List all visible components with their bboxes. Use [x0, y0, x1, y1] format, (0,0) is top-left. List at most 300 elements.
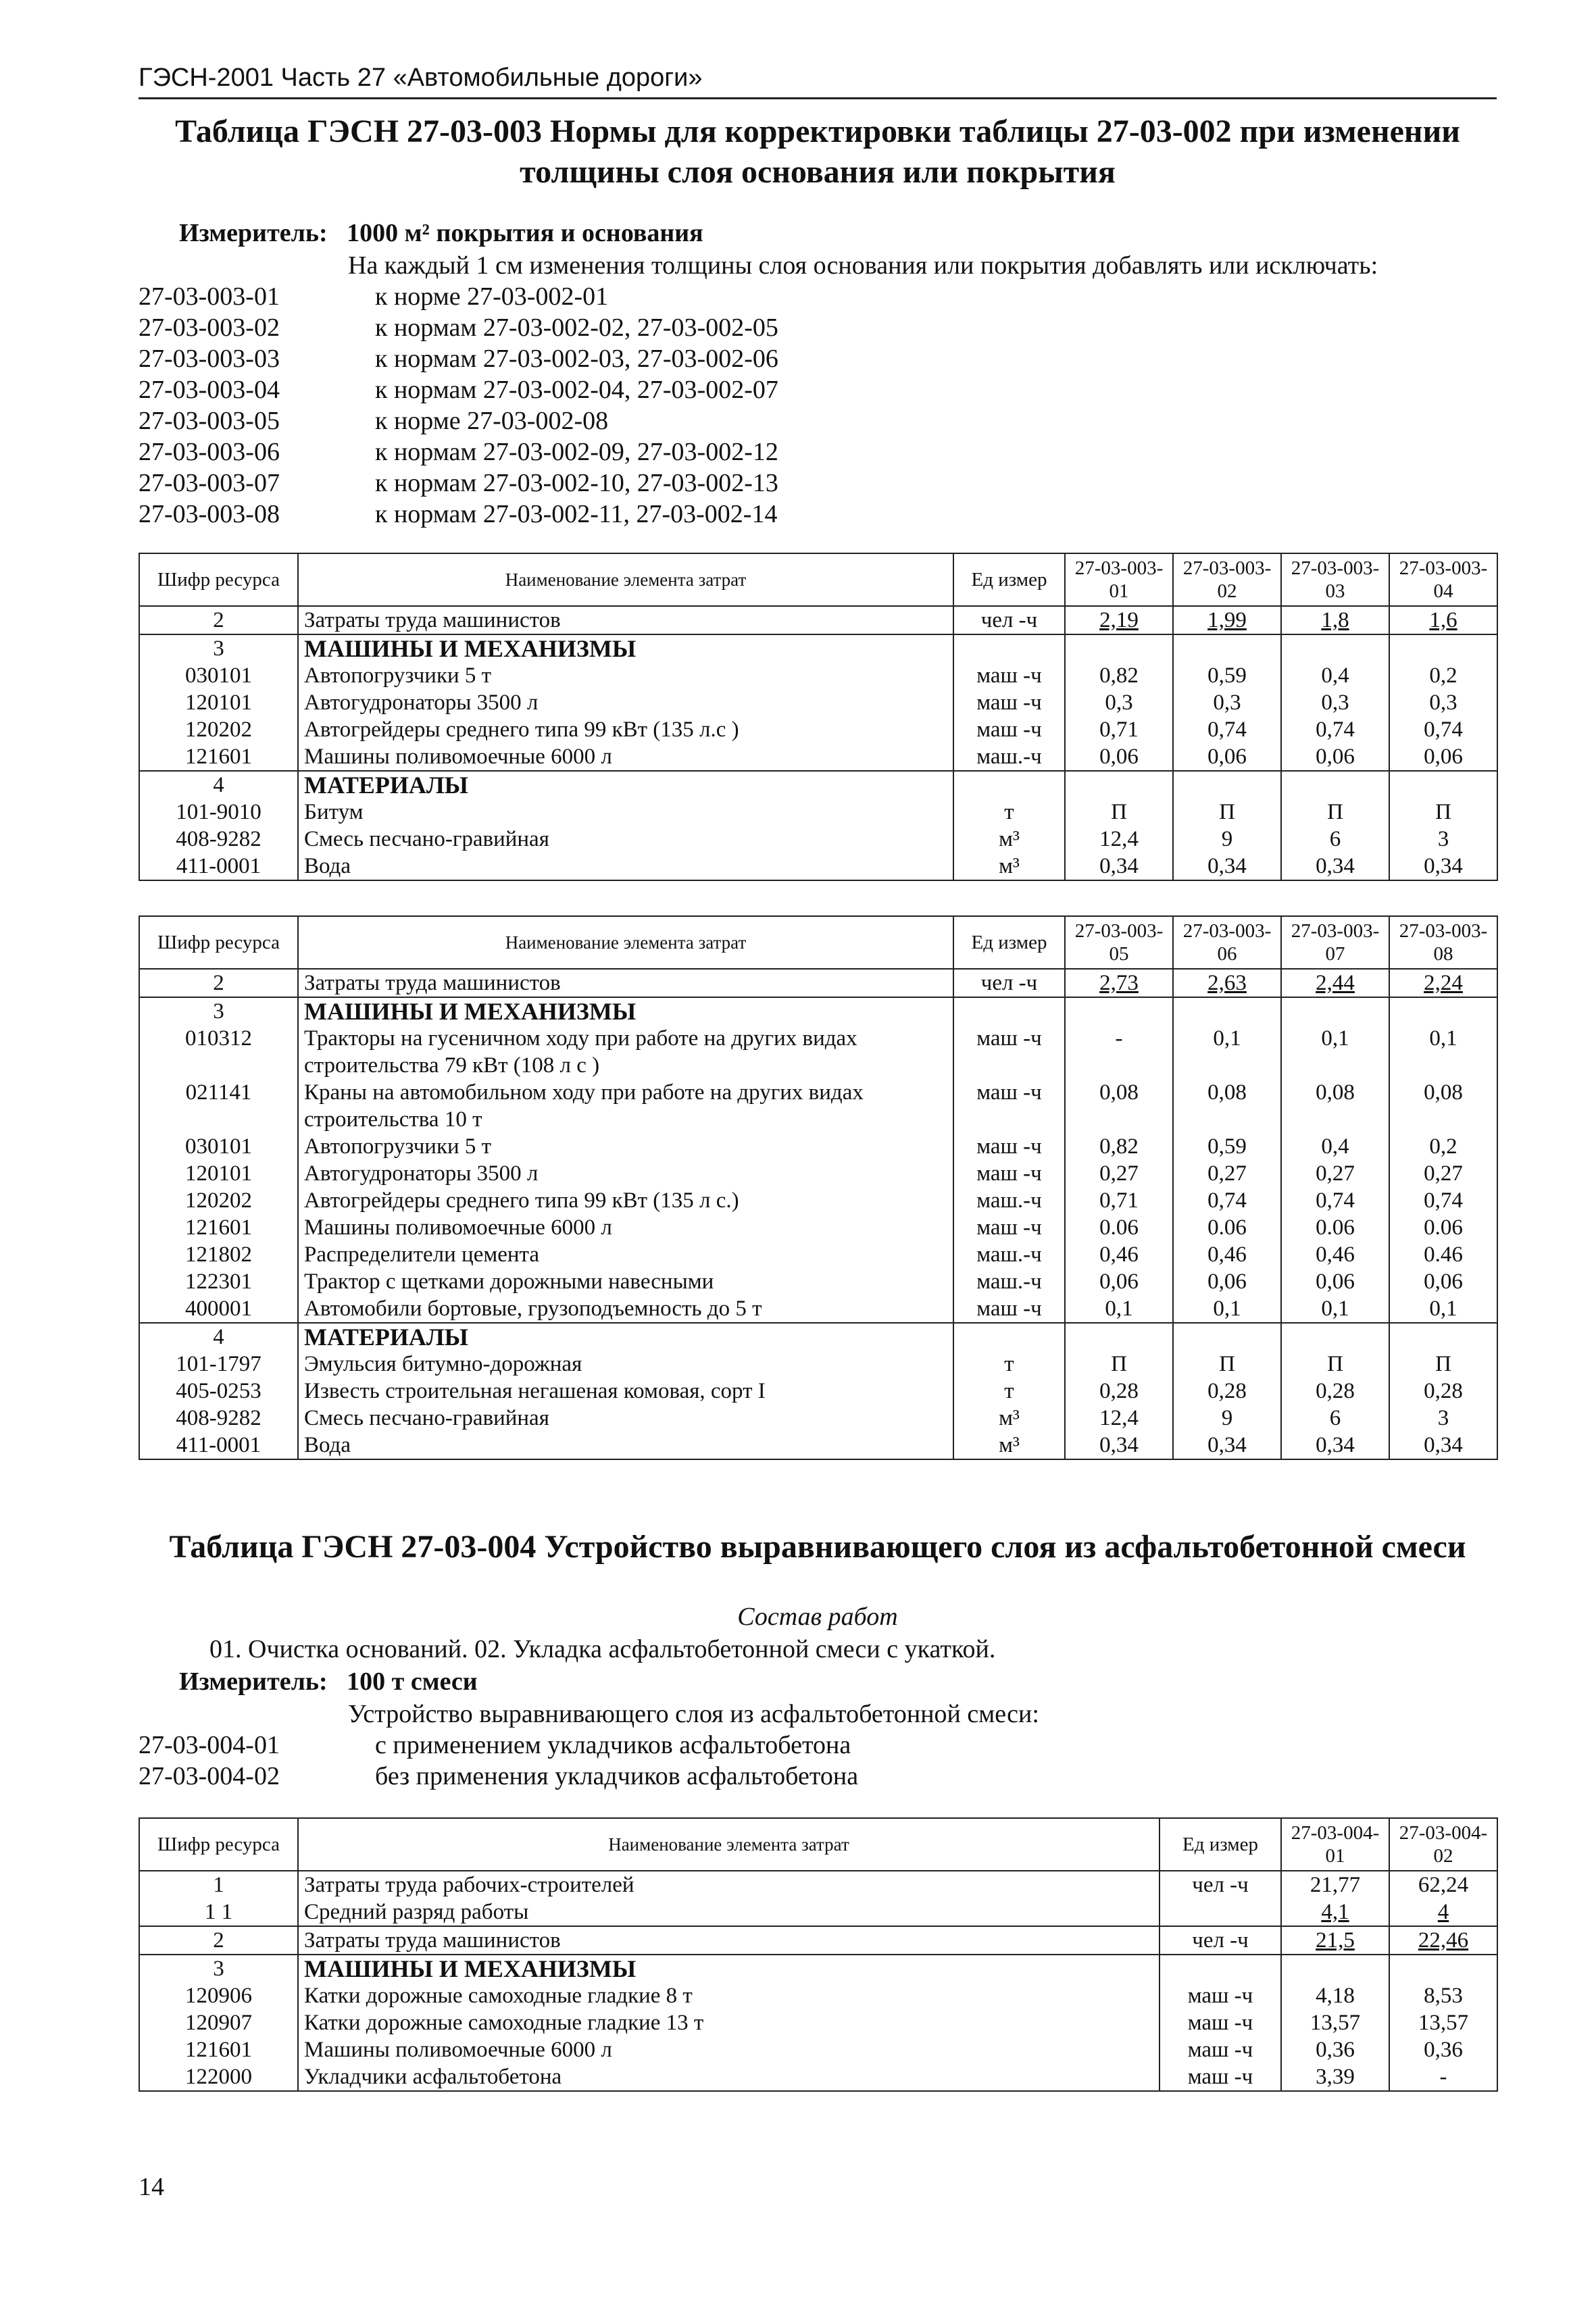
norm-value: 0,28 — [1281, 1378, 1389, 1405]
norm-value — [1065, 634, 1173, 662]
norm-value: 0,28 — [1173, 1378, 1281, 1405]
resource-code: 120906 — [139, 1982, 298, 2009]
resource-code: 121601 — [139, 1214, 298, 1241]
norm-value: 0,71 — [1065, 1187, 1173, 1214]
table-004-meter — [179, 1666, 478, 1697]
norm-value: 13,57 — [1389, 2009, 1497, 2036]
unit-of-measure: маш -ч — [953, 1133, 1065, 1160]
norm-value — [1389, 1955, 1497, 1982]
norm-value: 0,1 — [1389, 1295, 1497, 1323]
norm-value — [1281, 1955, 1389, 1982]
norm-value: 0,06 — [1173, 1268, 1281, 1295]
resource-code: 4 — [139, 1323, 298, 1351]
resource-code: 120202 — [139, 716, 298, 743]
norm-value: 21,5 — [1281, 1926, 1389, 1955]
unit-of-measure: т — [953, 1351, 1065, 1378]
column-header: Ед измер — [953, 553, 1065, 606]
meter-value: 100 т смеси — [347, 1667, 478, 1696]
norm-value: 0,74 — [1281, 716, 1389, 743]
norm-value: 0,74 — [1281, 1187, 1389, 1214]
table-row — [139, 1898, 1497, 1926]
norm-value: 1,6 — [1389, 606, 1497, 634]
works-list: 01. Очистка оснований. 02. Укладка асфальтобетонной смеси с укаткой. — [209, 1635, 996, 1663]
norm-value: 0,2 — [1389, 662, 1497, 689]
norm-value: 0,34 — [1281, 1432, 1389, 1459]
unit-of-measure — [1159, 1898, 1281, 1926]
table-row — [139, 853, 1497, 880]
cost-element-name: Автогудронаторы 3500 л — [298, 1160, 953, 1187]
unit-of-measure — [1159, 1955, 1281, 1982]
norm-value — [1173, 997, 1281, 1025]
norm-value: 3 — [1389, 826, 1497, 853]
norm-value — [1281, 634, 1389, 662]
unit-of-measure: маш.-ч — [953, 1268, 1065, 1295]
column-header: 27-03-003-03 — [1281, 553, 1389, 606]
code-item — [139, 281, 1497, 312]
code-item-text: к норме 27-03-002-08 — [375, 407, 609, 435]
unit-of-measure: маш.-ч — [953, 1187, 1065, 1214]
norm-value: 0,34 — [1173, 1432, 1281, 1459]
norm-value: 0,1 — [1389, 1025, 1497, 1079]
column-header: 27-03-003-07 — [1281, 916, 1389, 969]
code-item-text: к нормам 27-03-002-10, 27-03-002-13 — [375, 469, 778, 497]
norm-value — [1281, 1323, 1389, 1351]
table-row — [139, 2063, 1497, 2091]
code-item-code: 27-03-003-04 — [139, 376, 280, 404]
unit-of-measure: чел -ч — [953, 606, 1065, 634]
cost-element-name: Битум — [298, 799, 953, 826]
norm-value: - — [1065, 1025, 1173, 1079]
norm-value: 0,08 — [1389, 1079, 1497, 1133]
table-row — [139, 1160, 1497, 1187]
norm-value — [1389, 634, 1497, 662]
norm-value: 0.06 — [1389, 1214, 1497, 1241]
unit-of-measure: маш -ч — [953, 1214, 1065, 1241]
norm-value: 0,34 — [1281, 853, 1389, 880]
cost-element-name: Автогрейдеры среднего типа 99 кВт (135 л.с ) — [298, 716, 953, 743]
norm-value — [1065, 997, 1173, 1025]
norm-value: 0,1 — [1173, 1295, 1281, 1323]
resource-code: 411-0001 — [139, 1432, 298, 1459]
code-item-code: 27-03-003-08 — [139, 500, 280, 528]
norm-value: 4,18 — [1281, 1982, 1389, 2009]
code-item-code: 27-03-004-02 — [139, 1762, 280, 1790]
norm-value: 1,99 — [1173, 606, 1281, 634]
norm-value: 0.06 — [1065, 1214, 1173, 1241]
norm-value: 0,59 — [1173, 662, 1281, 689]
norm-value — [1065, 771, 1173, 799]
column-header: Ед измер — [1159, 1818, 1281, 1871]
unit-of-measure: м³ — [953, 1405, 1065, 1432]
resource-code: 3 — [139, 1955, 298, 1982]
column-header: 27-03-004-01 — [1281, 1818, 1389, 1871]
norm-value: 2,73 — [1065, 969, 1173, 997]
cost-element-name: Машины поливомоечные 6000 л — [298, 743, 953, 771]
code-item-code: 27-03-003-03 — [139, 345, 280, 373]
norm-value: 0,59 — [1173, 1133, 1281, 1160]
norm-value: 0,74 — [1173, 1187, 1281, 1214]
code-item-text: к нормам 27-03-002-11, 27-03-002-14 — [375, 500, 778, 528]
norm-value: 0,3 — [1389, 689, 1497, 716]
unit-of-measure: маш -ч — [953, 1295, 1065, 1323]
unit-of-measure: маш -ч — [953, 1079, 1065, 1133]
norm-value: 0,34 — [1389, 1432, 1497, 1459]
norm-value: 0,06 — [1281, 743, 1389, 771]
norm-table-2 — [139, 915, 1498, 1460]
norm-value: 22,46 — [1389, 1926, 1497, 1955]
norm-value: 0,46 — [1281, 1241, 1389, 1268]
code-item — [139, 374, 1497, 405]
code-item — [139, 499, 1497, 530]
unit-of-measure: маш -ч — [953, 716, 1065, 743]
table-row — [139, 1295, 1497, 1323]
column-header: Шифр ресурса — [139, 1818, 298, 1871]
table-row — [139, 1079, 1497, 1133]
resource-code: 021141 — [139, 1079, 298, 1133]
cost-element-name: Машины поливомоечные 6000 л — [298, 2036, 1159, 2063]
table-003-title-line1: Таблица ГЭСН 27-03-003 Нормы для корректировки таблицы 27-03-002 при изменении — [175, 114, 1460, 149]
norm-value: 3,39 — [1281, 2063, 1389, 2091]
cost-element-name: Средний разряд работы — [298, 1898, 1159, 1926]
norm-table-3 — [139, 1817, 1498, 2092]
norm-value: 0,06 — [1389, 743, 1497, 771]
cost-element-name: Автопогрузчики 5 т — [298, 1133, 953, 1160]
code-item-code: 27-03-004-01 — [139, 1731, 280, 1759]
cost-element-name: Автопогрузчики 5 т — [298, 662, 953, 689]
resource-code: 121601 — [139, 743, 298, 771]
norm-value: П — [1389, 799, 1497, 826]
norm-value: 2,24 — [1389, 969, 1497, 997]
resource-code: 3 — [139, 997, 298, 1025]
table-row — [139, 1187, 1497, 1214]
norm-value: 0,71 — [1065, 716, 1173, 743]
norm-value: 0,06 — [1389, 1268, 1497, 1295]
column-header: Наименование элемента затрат — [298, 916, 953, 969]
resource-code: 2 — [139, 606, 298, 634]
table-row — [139, 743, 1497, 771]
norm-value: 0,46 — [1065, 1241, 1173, 1268]
unit-of-measure: м³ — [953, 853, 1065, 880]
norm-value: 0,06 — [1065, 1268, 1173, 1295]
cost-element-name: МАШИНЫ И МЕХАНИЗМЫ — [298, 1955, 1159, 1982]
table-row — [139, 1323, 1497, 1351]
cost-element-name: Катки дорожные самоходные гладкие 13 т — [298, 2009, 1159, 2036]
table-row — [139, 634, 1497, 662]
unit-of-measure: чел -ч — [953, 969, 1065, 997]
norm-value: 21,77 — [1281, 1871, 1389, 1898]
cost-element-name: Автогудронаторы 3500 л — [298, 689, 953, 716]
resource-code: 3 — [139, 634, 298, 662]
cost-element-name: Вода — [298, 1432, 953, 1459]
unit-of-measure: маш.-ч — [953, 1241, 1065, 1268]
table-row — [139, 1025, 1497, 1079]
norm-value: 0,3 — [1065, 689, 1173, 716]
table-row — [139, 1955, 1497, 1982]
table-row — [139, 771, 1497, 799]
cost-element-name: Смесь песчано-гравийная — [298, 1405, 953, 1432]
resource-code: 2 — [139, 1926, 298, 1955]
cost-element-name: Затраты труда машинистов — [298, 969, 953, 997]
norm-value: П — [1173, 799, 1281, 826]
table-row — [139, 716, 1497, 743]
norm-value: 8,53 — [1389, 1982, 1497, 2009]
norm-value: 0,06 — [1173, 743, 1281, 771]
norm-value: 0,1 — [1281, 1025, 1389, 1079]
resource-code: 010312 — [139, 1025, 298, 1079]
norm-value: 0.06 — [1281, 1214, 1389, 1241]
norm-value: 0,82 — [1065, 662, 1173, 689]
works-heading: Состав работ — [737, 1603, 898, 1631]
table-row — [139, 1133, 1497, 1160]
norm-value: 4 — [1389, 1898, 1497, 1926]
norm-value: 0,08 — [1173, 1079, 1281, 1133]
resource-code: 1 1 — [139, 1898, 298, 1926]
unit-of-measure: маш -ч — [953, 689, 1065, 716]
norm-value: 12,4 — [1065, 826, 1173, 853]
unit-of-measure: маш -ч — [953, 662, 1065, 689]
norm-value: 1,8 — [1281, 606, 1389, 634]
norm-value: 0,4 — [1281, 1133, 1389, 1160]
norm-value: 0,3 — [1173, 689, 1281, 716]
norm-value: 0,3 — [1281, 689, 1389, 716]
norm-value: 6 — [1281, 826, 1389, 853]
cost-element-name: Вода — [298, 853, 953, 880]
norm-value: 0,82 — [1065, 1133, 1173, 1160]
table-003-code-list — [139, 250, 1497, 530]
norm-value: 0.06 — [1173, 1214, 1281, 1241]
column-header: Ед измер — [953, 916, 1065, 969]
column-header: 27-03-003-08 — [1389, 916, 1497, 969]
column-header: Наименование элемента затрат — [298, 1818, 1159, 1871]
cost-element-name: Известь строительная негашеная комовая, сорт I — [298, 1378, 953, 1405]
column-header: 27-03-003-02 — [1173, 553, 1281, 606]
code-list-intro: Устройство выравнивающего слоя из асфальтобетонной смеси: — [348, 1700, 1039, 1728]
resource-code: 101-9010 — [139, 799, 298, 826]
column-header: Шифр ресурса — [139, 553, 298, 606]
table-row — [139, 662, 1497, 689]
meter-label: Измеритель: — [179, 1667, 328, 1696]
code-item-text: к нормам 27-03-002-03, 27-03-002-06 — [375, 345, 778, 373]
code-item-code: 27-03-003-05 — [139, 407, 280, 435]
norm-value: 2,63 — [1173, 969, 1281, 997]
code-item-text: без применения укладчиков асфальтобетона — [375, 1762, 859, 1790]
norm-value: П — [1065, 1351, 1173, 1378]
norm-value: 0,36 — [1281, 2036, 1389, 2063]
norm-value: 0,34 — [1065, 853, 1173, 880]
norm-value: 6 — [1281, 1405, 1389, 1432]
norm-value: 2,19 — [1065, 606, 1173, 634]
unit-of-measure — [953, 997, 1065, 1025]
code-item-code: 27-03-003-02 — [139, 313, 280, 342]
cost-element-name: Машины поливомоечные 6000 л — [298, 1214, 953, 1241]
unit-of-measure: маш.-ч — [953, 743, 1065, 771]
norm-value: 0,74 — [1389, 716, 1497, 743]
cost-element-name: Тракторы на гусеничном ходу при работе на других видах строительства 79 кВт (108 л с ) — [298, 1025, 953, 1079]
column-header: Наименование элемента затрат — [298, 553, 953, 606]
code-list-intro: На каждый 1 см изменения толщины слоя основания или покрытия добавлять или исключать: — [348, 251, 1378, 280]
code-item-code: 27-03-003-01 — [139, 282, 280, 311]
resource-code: 411-0001 — [139, 853, 298, 880]
cost-element-name: МАШИНЫ И МЕХАНИЗМЫ — [298, 634, 953, 662]
norm-value: 0,1 — [1065, 1295, 1173, 1323]
unit-of-measure: маш -ч — [953, 1025, 1065, 1079]
norm-value: 9 — [1173, 826, 1281, 853]
resource-code: 400001 — [139, 1295, 298, 1323]
table-row — [139, 997, 1497, 1025]
running-header: ГЭСН-2001 Часть 27 «Автомобильные дороги» — [139, 62, 1497, 99]
column-header: Шифр ресурса — [139, 916, 298, 969]
norm-value: 12,4 — [1065, 1405, 1173, 1432]
norm-value: 4,1 — [1281, 1898, 1389, 1926]
table-row — [139, 799, 1497, 826]
resource-code: 408-9282 — [139, 1405, 298, 1432]
table-row — [139, 1351, 1497, 1378]
resource-code: 120907 — [139, 2009, 298, 2036]
unit-of-measure — [953, 634, 1065, 662]
norm-value: 0,46 — [1173, 1241, 1281, 1268]
resource-code: 030101 — [139, 662, 298, 689]
code-item-text: к норме 27-03-002-01 — [375, 282, 609, 311]
column-header: 27-03-003-06 — [1173, 916, 1281, 969]
table-row — [139, 1214, 1497, 1241]
norm-value — [1389, 771, 1497, 799]
resource-code: 121802 — [139, 1241, 298, 1268]
norm-value: 9 — [1173, 1405, 1281, 1432]
cost-element-name: МАТЕРИАЛЫ — [298, 771, 953, 799]
column-header: 27-03-003-04 — [1389, 553, 1497, 606]
resource-code: 122301 — [139, 1268, 298, 1295]
norm-value: 0,06 — [1281, 1268, 1389, 1295]
norm-value: 0,34 — [1389, 853, 1497, 880]
table-row — [139, 826, 1497, 853]
code-item — [139, 343, 1497, 374]
norm-value: 0.46 — [1389, 1241, 1497, 1268]
table-004-code-list — [139, 1699, 1497, 1792]
code-item-text: к нормам 27-03-002-04, 27-03-002-07 — [375, 376, 778, 404]
unit-of-measure: маш -ч — [1159, 2063, 1281, 2091]
cost-element-name: Катки дорожные самоходные гладкие 8 т — [298, 1982, 1159, 2009]
unit-of-measure — [953, 1323, 1065, 1351]
norm-value: П — [1173, 1351, 1281, 1378]
cost-element-name: Затраты труда рабочих-строителей — [298, 1871, 1159, 1898]
resource-code: 101-1797 — [139, 1351, 298, 1378]
norm-value — [1389, 997, 1497, 1025]
norm-value: 0,74 — [1389, 1187, 1497, 1214]
code-item — [139, 1761, 1497, 1792]
norm-value: 0,36 — [1389, 2036, 1497, 2063]
code-item — [139, 468, 1497, 499]
table-003-meter — [179, 218, 703, 249]
resource-code: 2 — [139, 969, 298, 997]
norm-value: 62,24 — [1389, 1871, 1497, 1898]
norm-value: П — [1389, 1351, 1497, 1378]
table-row — [139, 689, 1497, 716]
cost-element-name: Распределители цемента — [298, 1241, 953, 1268]
norm-value: 3 — [1389, 1405, 1497, 1432]
norm-value — [1389, 1323, 1497, 1351]
unit-of-measure: чел -ч — [1159, 1926, 1281, 1955]
unit-of-measure: маш -ч — [953, 1160, 1065, 1187]
resource-code: 120101 — [139, 1160, 298, 1187]
norm-value: 0,27 — [1281, 1160, 1389, 1187]
table-row — [139, 1405, 1497, 1432]
cost-element-name: Затраты труда машинистов — [298, 606, 953, 634]
code-item — [139, 1730, 1497, 1761]
norm-value — [1173, 634, 1281, 662]
resource-code: 1 — [139, 1871, 298, 1898]
norm-value: 0,28 — [1389, 1378, 1497, 1405]
code-item-text: с применением укладчиков асфальтобетона — [375, 1731, 851, 1759]
norm-value — [1173, 771, 1281, 799]
resource-code: 121601 — [139, 2036, 298, 2063]
norm-value: - — [1389, 2063, 1497, 2091]
norm-value — [1281, 997, 1389, 1025]
unit-of-measure — [953, 771, 1065, 799]
norm-value: 0,27 — [1173, 1160, 1281, 1187]
norm-value — [1281, 771, 1389, 799]
table-004-title: Таблица ГЭСН 27-03-004 Устройство выравнивающего слоя из асфальтобетонной смеси — [169, 1529, 1466, 1565]
table-row — [139, 1871, 1497, 1898]
norm-value: П — [1281, 1351, 1389, 1378]
norm-value: 0,27 — [1065, 1160, 1173, 1187]
table-row — [139, 1926, 1497, 1955]
code-item — [139, 436, 1497, 468]
table-row — [139, 1378, 1497, 1405]
resource-code: 405-0253 — [139, 1378, 298, 1405]
norm-value: 0,34 — [1173, 853, 1281, 880]
table-row — [139, 606, 1497, 634]
table-row — [139, 1432, 1497, 1459]
norm-value: 0,1 — [1281, 1295, 1389, 1323]
unit-of-measure: т — [953, 1378, 1065, 1405]
unit-of-measure: чел -ч — [1159, 1871, 1281, 1898]
cost-element-name: Эмульсия битумно-дорожная — [298, 1351, 953, 1378]
norm-value — [1173, 1323, 1281, 1351]
cost-element-name: Смесь песчано-гравийная — [298, 826, 953, 853]
code-item — [139, 312, 1497, 343]
cost-element-name: Трактор с щетками дорожными навесными — [298, 1268, 953, 1295]
norm-value: 0,27 — [1389, 1160, 1497, 1187]
table-row — [139, 1268, 1497, 1295]
norm-table-1 — [139, 553, 1498, 881]
code-item-text: к нормам 27-03-002-02, 27-03-002-05 — [375, 313, 778, 342]
norm-value — [1065, 1323, 1173, 1351]
norm-value: 13,57 — [1281, 2009, 1389, 2036]
cost-element-name: МАТЕРИАЛЫ — [298, 1323, 953, 1351]
table-003-title-line2: толщины слоя основания или покрытия — [520, 154, 1116, 190]
cost-element-name: МАШИНЫ И МЕХАНИЗМЫ — [298, 997, 953, 1025]
table-row — [139, 2009, 1497, 2036]
norm-value: П — [1065, 799, 1173, 826]
code-item-text: к нормам 27-03-002-09, 27-03-002-12 — [375, 438, 778, 466]
page-number: 14 — [139, 2173, 164, 2201]
unit-of-measure: т — [953, 799, 1065, 826]
meter-value: 1000 м² покрытия и основания — [347, 219, 703, 247]
resource-code: 408-9282 — [139, 826, 298, 853]
norm-value: 0,2 — [1389, 1133, 1497, 1160]
cost-element-name: Краны на автомобильном ходу при работе на других видах строительства 10 т — [298, 1079, 953, 1133]
norm-value: 0,74 — [1173, 716, 1281, 743]
norm-value: 0,4 — [1281, 662, 1389, 689]
resource-code: 4 — [139, 771, 298, 799]
unit-of-measure: маш -ч — [1159, 2009, 1281, 2036]
cost-element-name: Автомобили бортовые, грузоподъемность до 5 т — [298, 1295, 953, 1323]
table-row — [139, 2036, 1497, 2063]
table-row — [139, 1241, 1497, 1268]
cost-element-name: Затраты труда машинистов — [298, 1926, 1159, 1955]
norm-value: 2,44 — [1281, 969, 1389, 997]
code-item-code: 27-03-003-07 — [139, 469, 280, 497]
